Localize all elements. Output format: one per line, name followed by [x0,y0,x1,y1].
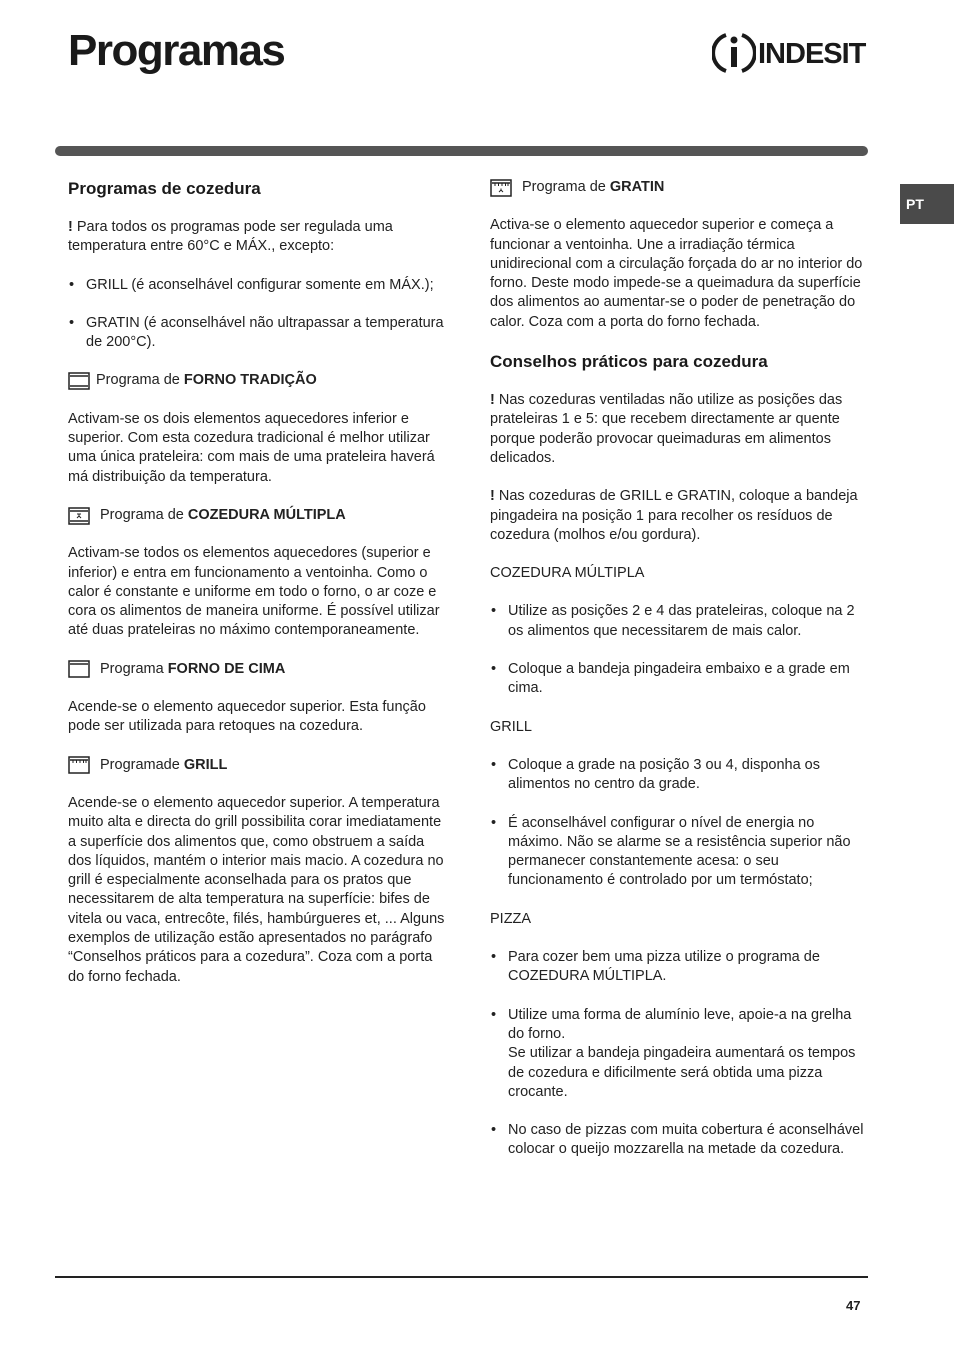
program-name: FORNO DE CIMA [167,660,286,677]
intro-text: Para todos os programas pode ser regulada uma temperatura entre 60°C e MÁX., excepto: [68,219,393,255]
program-name: COZEDURA MÚLTIPLA [187,506,346,523]
list-item-extra: Se utilizar a bandeja pingadeira aumentará os tempos de cozedura e dificilmente será obtida uma pizza crocante. [508,1045,856,1100]
program-heading-gratin [490,178,868,197]
program-heading-multi [68,506,448,525]
program-prefix: Programa [100,660,164,677]
page-title: Programas [68,26,285,75]
list-item-text: Utilize uma forma de alumínio leve, apoie-a na grelha do forno. [508,1006,852,1042]
program-prefix: Programa de [522,179,606,195]
program-heading-grill [68,756,448,775]
program-description: Activam-se os dois elementos aquecedores inferior e superior. Com esta cozedura tradicional é melhor utilizar uma única prateleira: com mais de uma prateleira haverá má distribuição da temperatura. [68,410,435,485]
warning-mark: ! [490,392,495,409]
oven-grill-icon [68,756,90,774]
list-item: • Coloque a grade na posição 3 ou 4, disponha os alimentos no centro da grade. [490,756,868,795]
program-heading-traditional [68,371,448,390]
left-column [68,178,448,1006]
tip-text: Nas cozeduras de GRILL e GRATIN, coloque a bandeja pingadeira na posição 1 para recolher os resíduos de cozedura (molhos e/ou gordura). [490,488,858,543]
program-prefix: Programade [100,756,180,773]
intro-paragraph [68,218,448,257]
header-divider [55,146,868,156]
section-heading-programs: Programas de cozedura [68,179,261,198]
program-description: Acende-se o elemento aquecedor superior. A temperatura muito alta e directa do grill possibilita corar imediatamente a superfície dos alimentos que, como obstruem a saída dos líquidos, mantém o interior mais macio. A cozedura no grill é especialmente aconselhada para os pratos que necessitarem de alta temperatura na superfície: bifes de vitela ou vaca, entrecôte, filés, hambúrgueres et, ... Alguns exemplos de utilização estão apresentados no parágrafo “Conselhos práticos para a cozedura”. Coza com a porta do forno fechada. [68,794,445,985]
list-item: • No caso de pizzas com muita cobertura é aconselhável colocar o queijo mozzarella na metade da cozedura. [490,1121,868,1160]
program-prefix: Programa de [96,372,180,389]
tip-paragraph [490,487,868,545]
program-description: Acende-se o elemento aquecedor superior. Esta função pode ser utilizada para retoques na cozedura. [68,699,426,735]
list-item: • GRILL (é aconselhável configurar somente em MÁX.); [68,276,448,295]
oven-traditional-icon [68,372,90,390]
brand-logo [712,30,872,78]
oven-top-icon [68,660,90,678]
section-heading-tips: Conselhos práticos para cozedura [490,352,768,372]
subsection-label-multi: COZEDURA MÚLTIPLA [490,565,645,582]
tip-paragraph [490,391,868,468]
warning-mark: ! [490,488,495,505]
list-item [490,1006,868,1102]
list-item: • Para cozer bem uma pizza utilize o programa de COZEDURA MÚLTIPLA. [490,948,868,987]
program-name: GRATIN [609,179,665,195]
list-item: • Coloque a bandeja pingadeira embaixo e a grade em cima. [490,660,868,699]
exceptions-list [68,276,448,353]
tip-text: Nas cozeduras ventiladas não utilize as posições das prateleiras 1 e 5: que recebem directamente ar quente porque poderão provocar queimaduras em alimentos delicados. [490,392,843,466]
page-number: 47 [846,1298,861,1313]
list-item: • É aconselhável configurar o nível de energia no máximo. Não se alarme se a resistência superior não permanecer constantemente acesa: o seu funcionamento é controlado por um termóstato; [490,814,868,891]
program-heading-top [68,660,448,679]
oven-fan-icon [68,507,90,525]
brand-logo-icon [712,30,756,76]
right-column [490,178,868,1179]
grill-tips-list [490,756,868,891]
list-item: • Utilize as posições 2 e 4 das prateleiras, coloque na 2 os alimentos que necessitarem de mais calor. [490,602,868,641]
warning-mark: ! [68,219,73,235]
oven-gratin-icon [490,179,512,197]
program-description: Activam-se todos os elementos aquecedores (superior e inferior) e entra em funcionamento a ventoinha. Como o calor é constante e uniforme em todo o forno, o ar coze e cora os alimentos de maneira uniforme. É possível utilizar até duas prateleiras no máximo contemporaneamente. [68,545,440,639]
program-name: GRILL [183,756,228,773]
subsection-label-grill: GRILL [490,718,532,735]
list-item: • GRATIN (é aconselhável não ultrapassar a temperatura de 200°C). [68,314,448,353]
program-name: FORNO TRADIÇÃO [183,372,317,389]
pizza-tips-list [490,948,868,1160]
brand-name: INDESIT [758,38,866,70]
subsection-label-pizza: PIZZA [490,910,532,927]
program-prefix: Programa de [100,506,184,523]
multi-tips-list [490,602,868,698]
footer-divider [55,1276,868,1278]
program-description: Activa-se o elemento aquecedor superior e começa a funcionar a ventoinha. Une a irradiação térmica unidirecional com a circulação forçada do ar no interior do forno. Deste modo impede-se a queimadura da superfície dos alimentos ao aumentar-se o poder de penetração do calor. Coza com a porta do forno fechada. [490,217,863,330]
language-tab: PT [900,184,954,224]
